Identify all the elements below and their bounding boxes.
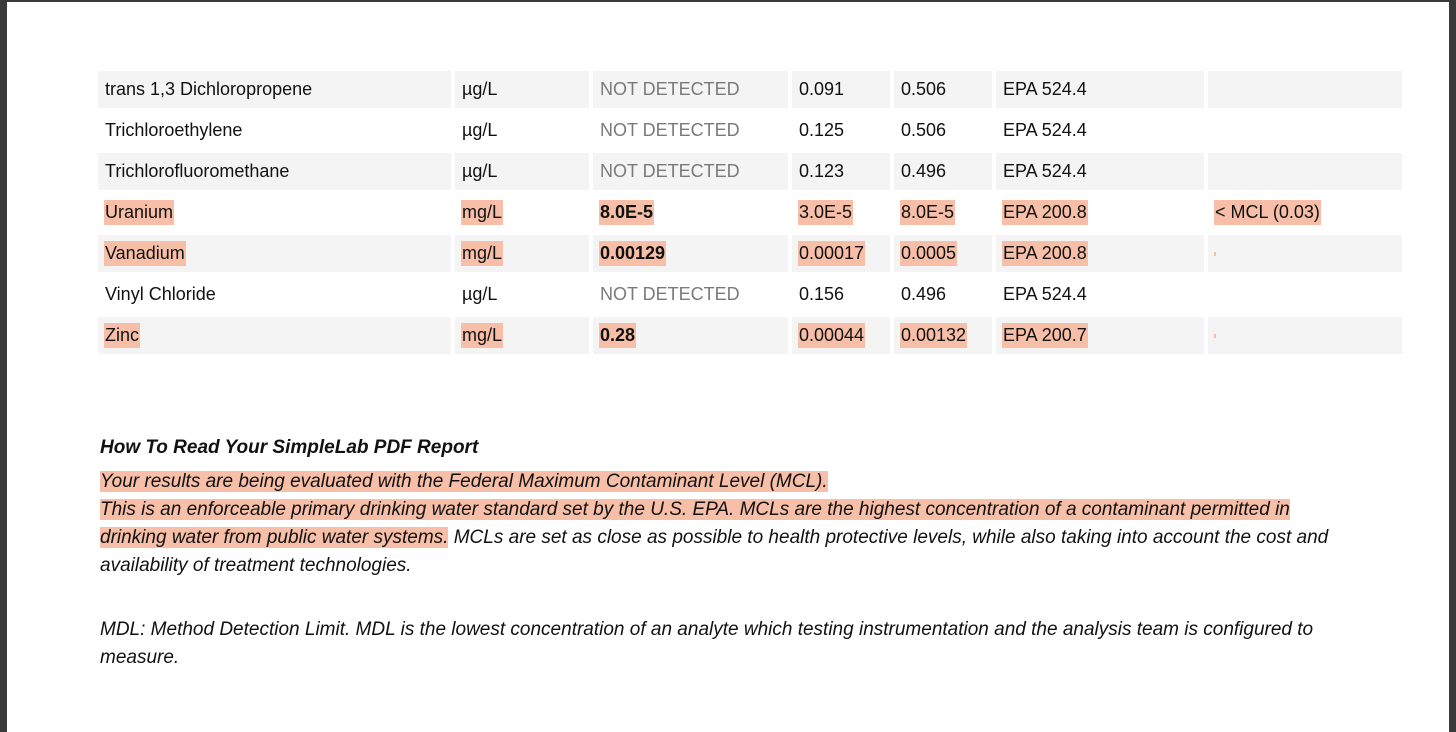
rl-value: 0.506 bbox=[901, 120, 947, 140]
unit-value: mg/L bbox=[461, 323, 503, 348]
mdl-cell bbox=[792, 112, 890, 149]
guide-heading: How To Read Your SimpleLab PDF Report bbox=[100, 437, 479, 458]
unit-value: µg/L bbox=[462, 120, 498, 140]
table-row bbox=[98, 112, 1402, 149]
unit-cell bbox=[455, 153, 589, 190]
table-row-detected bbox=[98, 194, 1402, 231]
analyte-name: Zinc bbox=[104, 323, 140, 348]
result-value: NOT DETECTED bbox=[600, 284, 740, 304]
analyte-cell bbox=[98, 153, 451, 190]
result-cell bbox=[593, 235, 788, 272]
result-cell bbox=[593, 112, 788, 149]
note-cell bbox=[1208, 235, 1402, 272]
mdl-value: 0.125 bbox=[799, 120, 845, 140]
unit-cell bbox=[455, 317, 589, 354]
table-row bbox=[98, 276, 1402, 313]
analyte-cell bbox=[98, 71, 451, 108]
analyte-cell bbox=[98, 194, 451, 231]
rl-value: 0.496 bbox=[901, 284, 947, 304]
rl-cell bbox=[894, 235, 992, 272]
result-cell bbox=[593, 71, 788, 108]
rl-value: 0.506 bbox=[901, 79, 947, 99]
note-value bbox=[1214, 170, 1216, 174]
rl-cell bbox=[894, 194, 992, 231]
method-cell bbox=[996, 112, 1204, 149]
result-cell bbox=[593, 153, 788, 190]
method-cell bbox=[996, 71, 1204, 108]
unit-cell bbox=[455, 235, 589, 272]
note-cell bbox=[1208, 112, 1402, 149]
table-row bbox=[98, 153, 1402, 190]
method-cell bbox=[996, 317, 1204, 354]
mdl-cell bbox=[792, 235, 890, 272]
note-value bbox=[1214, 88, 1216, 92]
method-cell bbox=[996, 235, 1204, 272]
method-value: EPA 200.7 bbox=[1002, 323, 1088, 348]
rl-value: 0.00132 bbox=[900, 323, 967, 348]
rl-value: 0.0005 bbox=[900, 241, 957, 266]
method-value: EPA 524.4 bbox=[1003, 120, 1087, 140]
analyte-cell bbox=[98, 235, 451, 272]
mcl-paragraph bbox=[100, 468, 1330, 580]
result-value: 0.00129 bbox=[599, 241, 666, 266]
note-cell bbox=[1208, 317, 1402, 354]
mdl-value: 3.0E-5 bbox=[798, 200, 853, 225]
unit-cell bbox=[455, 276, 589, 313]
analyte-name: trans 1,3 Dichloropropene bbox=[105, 79, 313, 99]
unit-value: µg/L bbox=[462, 79, 498, 99]
mdl-value: 0.123 bbox=[799, 161, 845, 181]
analyte-name: Trichlorofluoromethane bbox=[105, 161, 290, 181]
mdl-cell bbox=[792, 276, 890, 313]
method-value: EPA 524.4 bbox=[1003, 284, 1087, 304]
result-cell bbox=[593, 276, 788, 313]
method-cell bbox=[996, 194, 1204, 231]
mdl-paragraph: MDL: Method Detection Limit. MDL is the lowest concentration of an analyte which testing instrumentation and the analysis team is configured to measure. bbox=[100, 619, 1314, 668]
result-value: 0.28 bbox=[599, 323, 636, 348]
mcl-definition-highlight: This is an enforceable primary drinking water standard set by the U.S. EPA. MCLs are the highest concentration of a contaminant permitted in drinking water from public water systems. bbox=[100, 499, 1290, 548]
mdl-cell bbox=[792, 153, 890, 190]
note-value: < MCL (0.03) bbox=[1214, 200, 1321, 225]
result-cell bbox=[593, 317, 788, 354]
mdl-cell bbox=[792, 317, 890, 354]
analyte-name: Vinyl Chloride bbox=[105, 284, 216, 304]
result-value: NOT DETECTED bbox=[600, 161, 740, 181]
analyte-name: Uranium bbox=[104, 200, 174, 225]
analyte-cell bbox=[98, 276, 451, 313]
unit-cell bbox=[455, 112, 589, 149]
mdl-value: 0.156 bbox=[799, 284, 845, 304]
rl-cell bbox=[894, 71, 992, 108]
unit-value: mg/L bbox=[461, 200, 503, 225]
method-cell bbox=[996, 153, 1204, 190]
unit-cell bbox=[455, 71, 589, 108]
note-cell bbox=[1208, 194, 1402, 231]
results-table bbox=[98, 71, 1402, 358]
mdl-cell bbox=[792, 71, 890, 108]
table-row bbox=[98, 71, 1402, 108]
unit-value: mg/L bbox=[461, 241, 503, 266]
unit-cell bbox=[455, 194, 589, 231]
note-value bbox=[1214, 293, 1216, 297]
note-value bbox=[1214, 252, 1216, 256]
method-cell bbox=[996, 276, 1204, 313]
rl-cell bbox=[894, 153, 992, 190]
report-guide bbox=[100, 434, 1330, 672]
note-cell bbox=[1208, 276, 1402, 313]
rl-cell bbox=[894, 112, 992, 149]
rl-value: 0.496 bbox=[901, 161, 947, 181]
note-cell bbox=[1208, 153, 1402, 190]
analyte-cell bbox=[98, 317, 451, 354]
analyte-cell bbox=[98, 112, 451, 149]
unit-value: µg/L bbox=[462, 161, 498, 181]
analyte-name: Vanadium bbox=[104, 241, 186, 266]
mcl-intro: Your results are being evaluated with the Federal Maximum Contaminant Level (MCL). bbox=[100, 471, 828, 492]
result-value: 8.0E-5 bbox=[599, 200, 654, 225]
method-value: EPA 524.4 bbox=[1003, 161, 1087, 181]
rl-cell bbox=[894, 317, 992, 354]
rl-value: 8.0E-5 bbox=[900, 200, 955, 225]
table-row-detected bbox=[98, 235, 1402, 272]
rl-cell bbox=[894, 276, 992, 313]
mdl-value: 0.00017 bbox=[798, 241, 865, 266]
note-value bbox=[1214, 129, 1216, 133]
note-cell bbox=[1208, 71, 1402, 108]
method-value: EPA 524.4 bbox=[1003, 79, 1087, 99]
analyte-name: Trichloroethylene bbox=[105, 120, 243, 140]
method-value: EPA 200.8 bbox=[1002, 241, 1088, 266]
table-row-detected bbox=[98, 317, 1402, 354]
result-value: NOT DETECTED bbox=[600, 79, 740, 99]
result-cell bbox=[593, 194, 788, 231]
note-value bbox=[1214, 334, 1216, 338]
mdl-value: 0.00044 bbox=[798, 323, 865, 348]
unit-value: µg/L bbox=[462, 284, 498, 304]
mcl-definition-rest: MCLs are set as close as possible to health protective levels, while also taking into account the cost and availability of treatment technologies. bbox=[100, 527, 1329, 576]
result-value: NOT DETECTED bbox=[600, 120, 740, 140]
method-value: EPA 200.8 bbox=[1002, 200, 1088, 225]
mdl-cell bbox=[792, 194, 890, 231]
mdl-value: 0.091 bbox=[799, 79, 845, 99]
